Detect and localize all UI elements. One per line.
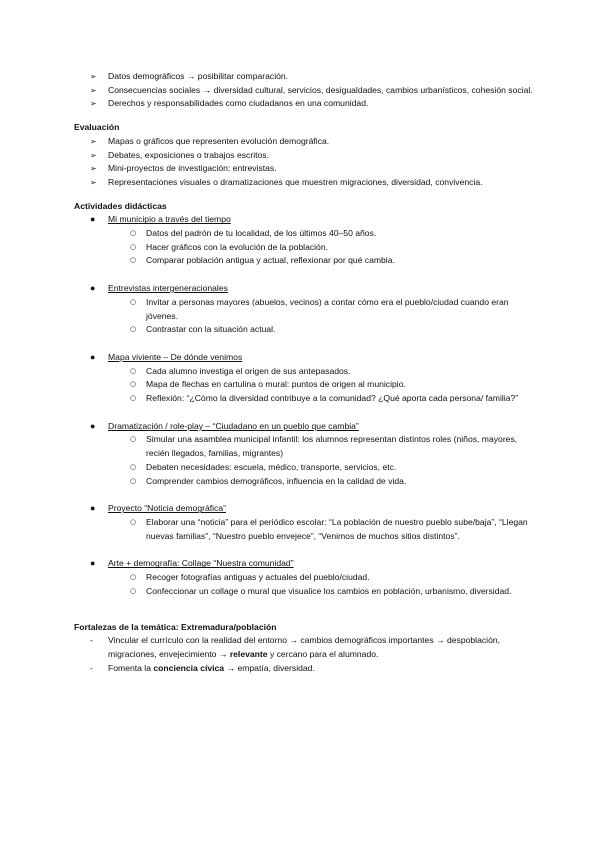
sub-item-text: Recoger fotografías antiguas y actuales del pueblo/ciudad. xyxy=(146,572,370,583)
sub-item xyxy=(130,323,534,337)
arrow-bullet-icon: ➢ xyxy=(90,150,97,160)
list-item xyxy=(90,634,534,661)
activity-title-row xyxy=(90,351,534,365)
activity-block xyxy=(74,213,534,268)
text-run: Vincular el currículo con la realidad del entorno → cambios demográficos importantes → despoblación, migraciones, envejecimiento → xyxy=(108,635,501,659)
dash-bullet-icon: - xyxy=(90,662,93,673)
bullet-icon: ● xyxy=(90,558,96,569)
activity-title: Mapa viviente – De dónde venimos xyxy=(108,351,243,362)
sub-item xyxy=(130,461,534,475)
sub-item xyxy=(130,378,534,392)
arrow-bullet-icon: ➢ xyxy=(90,72,97,81)
list-item-text xyxy=(108,662,534,676)
sub-item xyxy=(130,227,534,241)
sub-item-text: Debaten necesidades: escuela, médico, transporte, servicios, etc. xyxy=(146,461,397,472)
sub-item-text: Datos del padrón de tu localidad, de los últimos 40–50 años. xyxy=(146,228,377,239)
sub-item xyxy=(130,516,534,543)
bullet-icon: ● xyxy=(90,420,96,431)
sub-item-text: Confeccionar un collage o mural que visualice los cambios en población, urbanismo, diversidad. xyxy=(146,585,512,596)
bullet-icon: ● xyxy=(90,351,96,362)
sub-item xyxy=(130,254,534,268)
circle-bullet-icon: ○ xyxy=(130,325,137,334)
list-item xyxy=(90,176,534,190)
document-content xyxy=(74,70,534,675)
circle-bullet-icon: ○ xyxy=(130,573,137,582)
circle-bullet-icon: ○ xyxy=(130,586,137,595)
sub-item xyxy=(130,241,534,255)
sub-item xyxy=(130,365,534,379)
circle-bullet-icon: ○ xyxy=(130,256,137,265)
top-list xyxy=(74,70,534,111)
activity-title-row xyxy=(90,557,534,571)
bullet-icon: ● xyxy=(90,283,96,294)
sub-item xyxy=(130,433,534,460)
circle-bullet-icon: ○ xyxy=(130,435,137,444)
list-item-text xyxy=(108,634,534,661)
list-item xyxy=(90,84,534,98)
activity-title: Mi municipio a través del tiempo xyxy=(108,214,231,225)
sub-item-text: Invitar a personas mayores (abuelos, vecinos) a contar cómo era el pueblo/ciudad cuando eran jóvenes. xyxy=(146,296,509,321)
sub-item-text: Reflexión: “¿Cómo la diversidad contribuye a la comunidad? ¿Qué aporta cada persona/ familia?” xyxy=(146,393,519,404)
activity-title-row xyxy=(90,420,534,434)
list-item-text: Derechos y responsabilidades como ciudadanos en una comunidad. xyxy=(108,98,369,109)
list-item-text: Mini-proyectos de investigación: entrevistas. xyxy=(108,163,277,174)
circle-bullet-icon: ○ xyxy=(130,297,137,306)
text-run: → empatía, diversidad. xyxy=(224,662,315,673)
activity-title: Arte + demografía: Collage “Nuestra comunidad” xyxy=(108,558,294,569)
bold-text: relevante xyxy=(229,648,268,659)
arrow-bullet-icon: ➢ xyxy=(90,99,97,109)
circle-bullet-icon: ○ xyxy=(130,366,137,375)
sub-item xyxy=(130,296,534,323)
sub-item-text: Mapa de flechas en cartulina o mural: puntos de origen al municipio. xyxy=(146,379,406,390)
list-item xyxy=(90,97,534,111)
section-heading-fortalezas: Fortalezas de la temática: Extremadura/población xyxy=(74,621,277,632)
list-item-text: Consecuencias sociales → diversidad cultural, servicios, desigualdades, cambios urbanísticos, cohesión social. xyxy=(108,84,533,95)
sub-item xyxy=(130,475,534,489)
list-item xyxy=(90,662,534,676)
circle-bullet-icon: ○ xyxy=(130,462,137,471)
activity-block xyxy=(74,282,534,337)
arrow-bullet-icon: ➢ xyxy=(90,164,97,174)
bullet-icon: ● xyxy=(90,503,96,514)
activity-block xyxy=(74,351,534,406)
circle-bullet-icon: ○ xyxy=(130,394,137,403)
circle-bullet-icon: ○ xyxy=(130,380,137,389)
section-heading-evaluacion: Evaluación xyxy=(74,122,120,133)
activity-block xyxy=(74,557,534,598)
sub-item-text: Comprender cambios demográficos, influencia en la calidad de vida. xyxy=(146,475,407,486)
activity-title: Dramatización / role-play – “Ciudadano en un pueblo que cambia” xyxy=(108,420,359,431)
circle-bullet-icon: ○ xyxy=(130,242,137,251)
sub-item-text: Elaborar una “noticia” para el periódico escolar: “La población de nuestro pueblo sube/baja”, “Llegan nuevas familias”, “Nuestro pueblo envejece”, “Venimos de muchos sitios distintos”. xyxy=(146,516,528,541)
sub-item-text: Simular una asamblea municipal infantil: los alumnos representan distintos roles (niños, mayores, recién llegados, familias, migrantes) xyxy=(146,434,518,459)
list-item xyxy=(90,149,534,163)
list-item xyxy=(90,162,534,176)
sub-item-text: Cada alumno investiga el origen de sus antepasados. xyxy=(146,365,351,376)
circle-bullet-icon: ○ xyxy=(130,517,137,526)
section-heading-actividades: Actividades didácticas xyxy=(74,200,167,211)
bold-text: conciencia cívica xyxy=(153,662,225,673)
sub-item-text: Hacer gráficos con la evolución de la población. xyxy=(146,241,329,252)
text-run: y cercano para el alumnado. xyxy=(267,648,379,659)
list-item-text: Mapas o gráficos que representen evolución demográfica. xyxy=(108,135,330,146)
list-item xyxy=(90,135,534,149)
list-item-text: Datos demográficos → posibilitar comparación. xyxy=(108,71,289,81)
sub-item-text: Comparar población antigua y actual, reflexionar por qué cambia. xyxy=(146,255,395,266)
arrow-bullet-icon: ➢ xyxy=(90,177,97,187)
circle-bullet-icon: ○ xyxy=(130,229,137,238)
arrow-bullet-icon: ➢ xyxy=(90,136,97,146)
dash-bullet-icon: - xyxy=(90,635,93,646)
activity-title-row xyxy=(90,282,534,296)
arrow-bullet-icon: ➢ xyxy=(90,85,97,95)
activity-title-row xyxy=(90,213,534,227)
text-run: Fomenta la xyxy=(108,662,154,673)
list-item-text: Debates, exposiciones o trabajos escritos. xyxy=(108,149,269,160)
activity-title-row xyxy=(90,502,534,516)
list-item xyxy=(90,70,534,84)
sub-item xyxy=(130,585,534,599)
activity-title: Entrevistas intergeneracionales xyxy=(108,283,228,294)
fortalezas-list xyxy=(74,634,534,675)
circle-bullet-icon: ○ xyxy=(130,476,137,485)
activity-block xyxy=(74,420,534,489)
list-item-text: Representaciones visuales o dramatizaciones que muestren migraciones, diversidad, convivencia. xyxy=(108,176,483,187)
sub-item xyxy=(130,392,534,406)
sub-item-text: Contrastar con la situación actual. xyxy=(146,324,276,335)
sub-item xyxy=(130,571,534,585)
evaluacion-list xyxy=(74,135,534,190)
bullet-icon: ● xyxy=(90,214,96,225)
activity-title: Proyecto “Noticia demográfica” xyxy=(108,503,226,514)
activity-block xyxy=(74,502,534,543)
